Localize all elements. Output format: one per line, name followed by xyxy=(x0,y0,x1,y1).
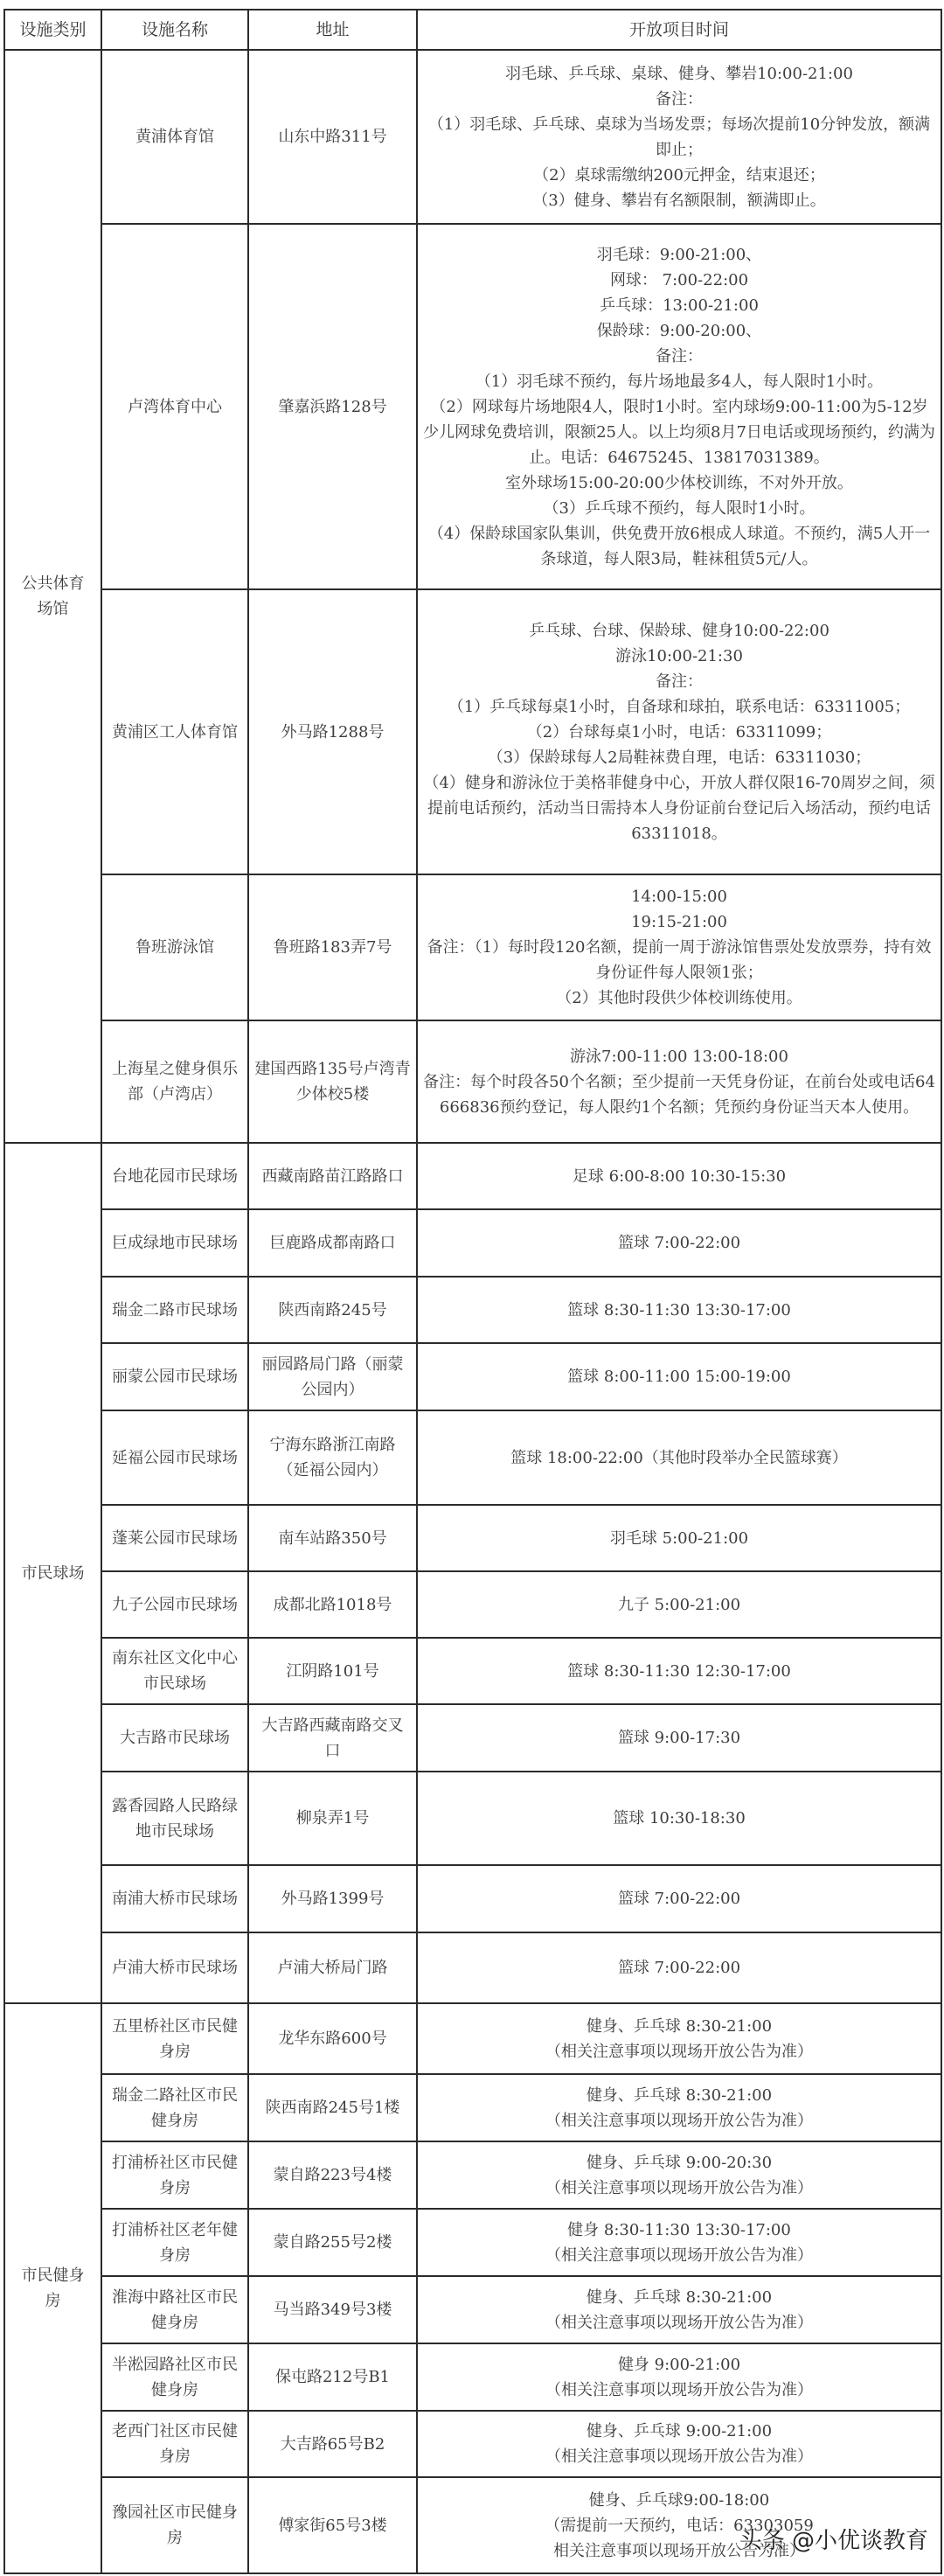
table-row xyxy=(4,2003,941,2074)
open-times xyxy=(417,224,941,589)
time-line: 健身 8:30-11:30 13:30-17:00 xyxy=(567,2220,791,2239)
note-line: （2）网球每片场地限4人，限时1小时。室内球场9:00-11:00为5-12岁少儿网球免费培训，限额25人。以上均须8月7日电话或现场预约，约满为止。电话：64675245、13817031389。 xyxy=(423,397,935,467)
note-line: 室外球场15:00-20:00少体校训练，不对外开放。 xyxy=(505,473,853,492)
facility-name: 大吉路市民球场 xyxy=(101,1704,248,1772)
open-times: 篮球 7:00-22:00 xyxy=(417,1865,941,1932)
open-times xyxy=(417,874,941,1020)
time-line: 游泳7:00-11:00 13:00-18:00 xyxy=(570,1047,788,1066)
facility-address: 柳泉弄1号 xyxy=(248,1772,417,1865)
time-line: 健身、乒乓球 8:30-21:00 xyxy=(586,2287,773,2307)
facility-address: 鲁班路183弄7号 xyxy=(248,874,417,1020)
table-row xyxy=(4,589,941,874)
category-cell xyxy=(4,1143,101,2003)
time-line: 羽毛球：9:00-21:00、 xyxy=(596,245,762,264)
facility-address: 马当路349号3楼 xyxy=(248,2276,417,2343)
facility-address: 陕西南路245号 xyxy=(248,1277,417,1343)
time-line: 保龄球：9:00-20:00、 xyxy=(596,321,762,340)
category-label: 市民健身房 xyxy=(21,2266,85,2310)
table-row xyxy=(4,1410,941,1505)
table-row xyxy=(4,1020,941,1143)
table-row xyxy=(4,1704,941,1772)
watermark: 头条 @小优谈教育 xyxy=(739,2528,928,2554)
note-line: （3）保龄球每人2局鞋袜费自理，电话：63311030； xyxy=(487,748,871,767)
table-row xyxy=(4,2209,941,2276)
time-line: 14:00-15:00 xyxy=(631,888,727,906)
note-line: （2）台球每桌1小时，电话：63311099； xyxy=(526,722,832,741)
note-line: （3）乒乓球不预约，每人限时1小时。 xyxy=(543,498,816,518)
facility-address: 丽园路局门路（丽蒙公园内） xyxy=(248,1343,417,1410)
open-times xyxy=(417,2276,941,2343)
table-row xyxy=(4,1571,941,1638)
note-line: （相关注意事项以现场开放公告为准） xyxy=(545,2178,813,2197)
note-line: （2）其他时段供少体校训练使用。 xyxy=(556,989,802,1007)
category-cell xyxy=(4,2003,101,2573)
facility-name: 老西门社区市民健身房 xyxy=(101,2411,248,2477)
open-times xyxy=(417,2343,941,2411)
time-line: 羽毛球、乒乓球、桌球、健身、攀岩10:00-21:00 xyxy=(505,64,853,83)
facility-schedule-table xyxy=(3,9,942,2574)
open-times: 篮球 8:30-11:30 12:30-17:00 xyxy=(417,1638,941,1704)
open-times xyxy=(417,2074,941,2141)
facility-address: 肇嘉浜路128号 xyxy=(248,224,417,589)
table-row xyxy=(4,1865,941,1932)
facility-address: 卢浦大桥局门路 xyxy=(248,1932,417,2003)
time-line: 健身、乒乓球 8:30-21:00 xyxy=(586,2016,773,2036)
note-line: （相关注意事项以现场开放公告为准） xyxy=(545,2380,813,2399)
note-line: 相关注意事项以现场开放公告为准） xyxy=(553,2541,805,2560)
table-row xyxy=(4,2343,941,2411)
facility-address: 蒙自路255号2楼 xyxy=(248,2209,417,2276)
facility-name: 瑞金二路市民球场 xyxy=(101,1277,248,1343)
table-row xyxy=(4,1343,941,1410)
table-row xyxy=(4,1932,941,2003)
facility-name: 上海星之健身俱乐部（卢湾店） xyxy=(101,1020,248,1143)
time-line: 健身、乒乓球 9:00-21:00 xyxy=(586,2422,773,2440)
facility-address: 保屯路212号B1 xyxy=(248,2343,417,2411)
facility-address: 宁海东路浙江南路（延福公园内） xyxy=(248,1410,417,1505)
facility-name: 打浦桥社区市民健身房 xyxy=(101,2141,248,2209)
open-times: 篮球 9:00-17:30 xyxy=(417,1704,941,1772)
facility-address: 外马路1399号 xyxy=(248,1865,417,1932)
header-name: 设施名称 xyxy=(101,10,248,50)
facility-name: 五里桥社区市民健身房 xyxy=(101,2003,248,2074)
note-line: （1）羽毛球不预约，每片场地最多4人，每人限时1小时。 xyxy=(475,372,884,391)
facility-name: 南东社区文化中心市民球场 xyxy=(101,1638,248,1704)
table-row xyxy=(4,2074,941,2141)
table-row xyxy=(4,1772,941,1865)
header-open-times: 开放项目时间 xyxy=(417,10,941,50)
open-times xyxy=(417,2141,941,2209)
facility-name: 南浦大桥市民球场 xyxy=(101,1865,248,1932)
facility-address: 江阴路101号 xyxy=(248,1638,417,1704)
open-times xyxy=(417,1020,941,1143)
note-line: 备注：每个时段各50个名额；至少提前一天凭身份证，在前台处或电话64666836预约登记，每人限约1个名额；凭预约身份证当天本人使用。 xyxy=(423,1072,935,1117)
table-row xyxy=(4,1277,941,1343)
facility-address: 傅家街65号3楼 xyxy=(248,2477,417,2573)
facility-address: 山东中路311号 xyxy=(248,50,417,224)
time-line: 健身 9:00-21:00 xyxy=(617,2355,741,2374)
open-times: 篮球 7:00-22:00 xyxy=(417,1932,941,2003)
time-line: 健身、乒乓球 8:30-21:00 xyxy=(586,2085,773,2105)
facility-address: 龙华东路600号 xyxy=(248,2003,417,2074)
note-line: 备注：（1）每时段120名额，提前一周于游泳馆售票处发放票券，持有效身份证件每人限领1张； xyxy=(427,938,932,982)
header-row xyxy=(4,10,941,50)
facility-name: 露香园路人民路绿地市民球场 xyxy=(101,1772,248,1865)
table-row xyxy=(4,1638,941,1704)
facility-name: 鲁班游泳馆 xyxy=(101,874,248,1020)
note-line: （需提前一天预约，电话：63303059 xyxy=(545,2516,814,2535)
open-times xyxy=(417,589,941,874)
open-times: 篮球 18:00-22:00（其他时段举办全民篮球赛） xyxy=(417,1410,941,1505)
category-label: 市民球场 xyxy=(21,1563,85,1583)
facility-address: 大吉路65号B2 xyxy=(248,2411,417,2477)
note-line: （相关注意事项以现场开放公告为准） xyxy=(545,2042,813,2061)
facility-address: 西藏南路苗江路路口 xyxy=(248,1143,417,1209)
facility-address: 陕西南路245号1楼 xyxy=(248,2074,417,2141)
note-line: （1）羽毛球、乒乓球、桌球为当场发票；每场次提前10分钟发放，额满即止； xyxy=(427,115,931,159)
facility-name: 淮海中路社区市民健身房 xyxy=(101,2276,248,2343)
facility-name: 延福公园市民球场 xyxy=(101,1410,248,1505)
facility-name: 豫园社区市民健身房 xyxy=(101,2477,248,2573)
time-line: 乒乓球、台球、保龄球、健身10:00-22:00 xyxy=(529,621,829,640)
facility-name: 黄浦体育馆 xyxy=(101,50,248,224)
facility-name: 黄浦区工人体育馆 xyxy=(101,589,248,874)
table-row xyxy=(4,2276,941,2343)
facility-name: 九子公园市民球场 xyxy=(101,1571,248,1638)
note-line: （3）健身、攀岩有名额限制，额满即止。 xyxy=(532,191,826,210)
open-times xyxy=(417,2209,941,2276)
open-times: 篮球 8:30-11:30 13:30-17:00 xyxy=(417,1277,941,1343)
table-row xyxy=(4,2411,941,2477)
note-line: （2）桌球需缴纳200元押金，结束退还； xyxy=(533,165,825,184)
table-row xyxy=(4,2141,941,2209)
note-line: （相关注意事项以现场开放公告为准） xyxy=(545,2313,813,2332)
note-line: （4）健身和游泳位于美格菲健身中心，开放人群仅限16-70周岁之间，须提前电话预约，活动当日需持本人身份证前台登记后入场活动，预约电话63311018。 xyxy=(423,773,935,843)
header-category: 设施类别 xyxy=(4,10,101,50)
open-times xyxy=(417,2411,941,2477)
open-times xyxy=(417,50,941,224)
time-line: 19:15-21:00 xyxy=(631,913,727,931)
facility-address: 外马路1288号 xyxy=(248,589,417,874)
facility-address: 南车站路350号 xyxy=(248,1505,417,1571)
facility-address: 建国西路135号卢湾青少体校5楼 xyxy=(248,1020,417,1143)
time-line: 网球： 7:00-22:00 xyxy=(609,270,749,289)
facility-address: 巨鹿路成都南路口 xyxy=(248,1209,417,1277)
note-line: （1）乒乓球每桌1小时，自备球和球拍，联系电话：63311005； xyxy=(448,697,911,716)
note-line: （4）保龄球国家队集训，供免费开放6根成人球道。不预约，满5人开一条球道，每人限3局，鞋袜租赁5元/人。 xyxy=(427,524,931,568)
facility-name: 蓬莱公园市民球场 xyxy=(101,1505,248,1571)
facility-name: 打浦桥社区老年健身房 xyxy=(101,2209,248,2276)
table-row xyxy=(4,224,941,589)
category-label: 公共体育场馆 xyxy=(21,574,85,618)
facility-name: 瑞金二路社区市民健身房 xyxy=(101,2074,248,2141)
facility-address: 蒙自路223号4楼 xyxy=(248,2141,417,2209)
open-times: 足球 6:00-8:00 10:30-15:30 xyxy=(417,1143,941,1209)
table-row xyxy=(4,1505,941,1571)
time-line: 乒乓球：13:00-21:00 xyxy=(600,296,759,315)
note-label: 备注： xyxy=(656,346,703,366)
note-label: 备注： xyxy=(656,672,703,691)
open-times: 九子 5:00-21:00 xyxy=(417,1571,941,1638)
open-times: 篮球 10:30-18:30 xyxy=(417,1772,941,1865)
table-row xyxy=(4,50,941,224)
facility-name: 卢浦大桥市民球场 xyxy=(101,1932,248,2003)
note-line: （相关注意事项以现场开放公告为准） xyxy=(545,2447,813,2466)
note-label: 备注： xyxy=(656,89,703,108)
table-row xyxy=(4,874,941,1020)
facility-name: 半淞园路社区市民健身房 xyxy=(101,2343,248,2411)
facility-name: 台地花园市民球场 xyxy=(101,1143,248,1209)
facility-address: 大吉路西藏南路交叉口 xyxy=(248,1704,417,1772)
open-times: 羽毛球 5:00-21:00 xyxy=(417,1505,941,1571)
note-line: （相关注意事项以现场开放公告为准） xyxy=(545,2245,813,2265)
header-address: 地址 xyxy=(248,10,417,50)
note-line: （相关注意事项以现场开放公告为准） xyxy=(545,2111,813,2130)
facility-name: 丽蒙公园市民球场 xyxy=(101,1343,248,1410)
open-times: 篮球 7:00-22:00 xyxy=(417,1209,941,1277)
facility-name: 卢湾体育中心 xyxy=(101,224,248,589)
open-times: 篮球 8:00-11:00 15:00-19:00 xyxy=(417,1343,941,1410)
table-row xyxy=(4,1143,941,1209)
open-times xyxy=(417,2003,941,2074)
category-cell xyxy=(4,50,101,1143)
facility-name: 巨成绿地市民球场 xyxy=(101,1209,248,1277)
table-row xyxy=(4,1209,941,1277)
time-line: 游泳10:00-21:30 xyxy=(615,646,743,665)
time-line: 健身、乒乓球 9:00-20:30 xyxy=(586,2153,773,2172)
time-line: 健身、乒乓球9:00-18:00 xyxy=(588,2490,770,2510)
facility-address: 成都北路1018号 xyxy=(248,1571,417,1638)
